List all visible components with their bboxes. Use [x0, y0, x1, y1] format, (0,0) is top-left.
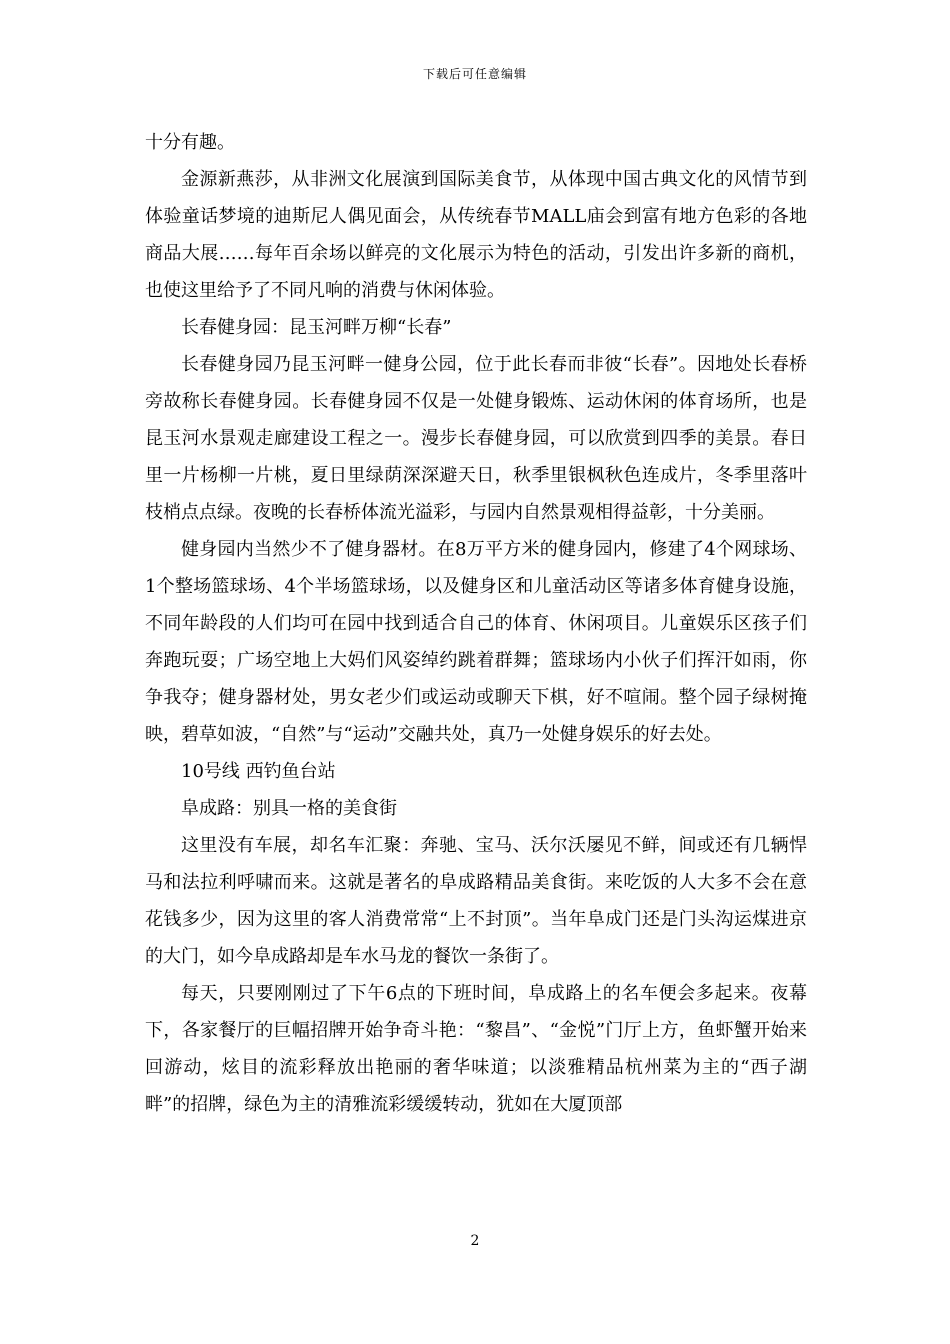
paragraph: 这里没有车展，却名车汇聚：奔驰、宝马、沃尔沃屡见不鲜，间或还有几辆悍马和法拉利呼啸而来。这就是著名的阜成路精品美食街。来吃饭的人大多不会在意花钱多少，因为这里的客人消费常常“上不封顶”。当年阜成门还是门头沟运煤进京的大门，如今阜成路却是车水马龙的餐饮一条街了。	[145, 835, 807, 967]
page-number: 2	[470, 1233, 480, 1249]
paragraph: 健身园内当然少不了健身器材。在8万平方米的健身园内，修建了4个网球场、1个整场篮球场、4个半场篮球场，以及健身区和儿童活动区等诸多体育健身设施，不同年龄段的人们均可在园中找到适合自己的体育、休闲项目。儿童娱乐区孩子们奔跑玩耍；广场空地上大妈们风姿绰约跳着群舞；篮球场内小伙子们挥汗如雨，你争我夺；健身器材处，男女老少们或运动或聊天下棋，好不喧闹。整个园子绿树掩映，碧草如波，“自然”与“运动”交融共处，真乃一处健身娱乐的好去处。	[145, 539, 807, 745]
document-body	[145, 124, 807, 1123]
paragraph: 十分有趣。	[145, 132, 235, 153]
paragraph: 金源新燕莎，从非洲文化展演到国际美食节，从体现中国古典文化的风情节到体验童话梦境的迪斯尼人偶见面会，从传统春节MALL庙会到富有地方色彩的各地商品大展……每年百余场以鲜亮的文化展示为特色的活动，引发出许多新的商机，也使这里给予了不同凡响的消费与休闲体验。	[145, 169, 807, 301]
paragraph: 每天，只要刚刚过了下午6点的下班时间，阜成路上的名车便会多起来。夜幕下，各家餐厅的巨幅招牌开始争奇斗艳：“黎昌”、“金悦”门厅上方，鱼虾蟹开始来回游动，炫目的流彩释放出艳丽的奢华味道；以淡雅精品杭州菜为主的“西子湖畔”的招牌，绿色为主的清雅流彩缓缓转动，犹如在大厦顶部	[145, 983, 807, 1115]
paragraph: 长春健身园乃昆玉河畔一健身公园，位于此长春而非彼“长春”。因地处长春桥旁故称长春健身园。长春健身园不仅是一处健身锻炼、运动休闲的体育场所，也是昆玉河水景观走廊建设工程之一。漫步长春健身园，可以欣赏到四季的美景。春日里一片杨柳一片桃，夏日里绿荫深深避天日，秋季里银枫秋色连成片，冬季里落叶枝梢点点绿。夜晚的长春桥体流光溢彩，与园内自然景观相得益彰，十分美丽。	[145, 354, 807, 523]
page-header: 下载后可任意编辑	[422, 67, 527, 81]
section-heading: 阜成路：别具一格的美食街	[181, 798, 397, 819]
section-heading: 10号线 西钓鱼台站	[181, 761, 336, 782]
section-heading: 长春健身园：昆玉河畔万柳“长春”	[181, 317, 452, 338]
